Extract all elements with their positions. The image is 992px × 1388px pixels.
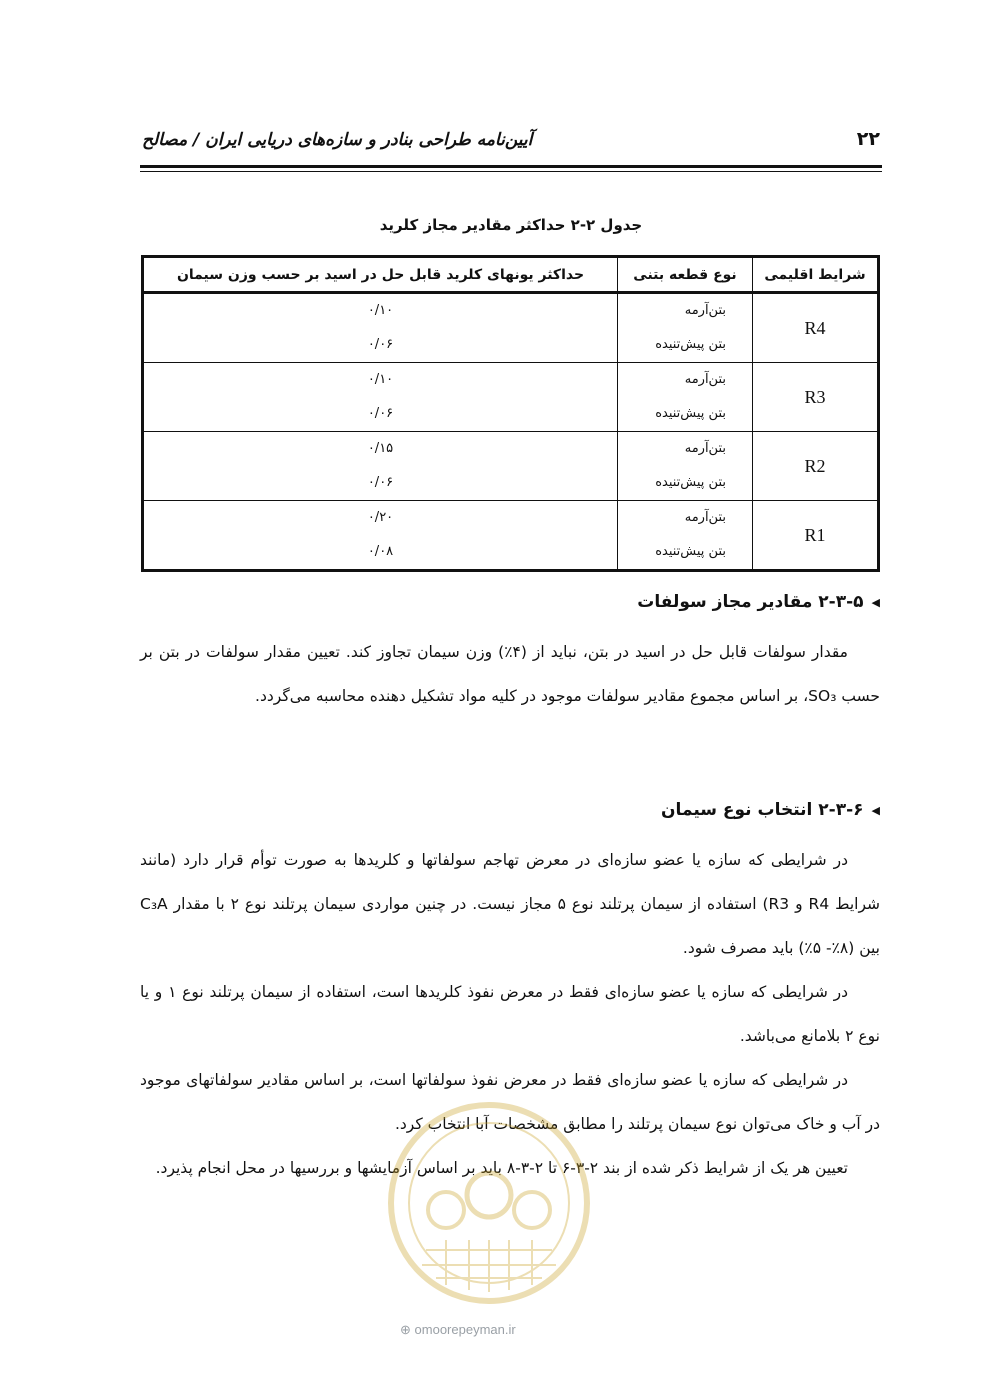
- value-prestressed: ۰/۰۶: [367, 406, 394, 421]
- value-cell: [143, 501, 618, 571]
- bullet-triangle-icon: ◀: [871, 595, 880, 609]
- type-prestressed: بتن پیش‌تنیده: [655, 475, 726, 490]
- value-reinforced: ۰/۱۵: [367, 441, 394, 456]
- type-cell: [618, 293, 753, 363]
- climate-cell: R2: [753, 432, 879, 501]
- paragraph: تعیین هر یک از شرایط ذکر شده از بند ۲-۳-۶ تا ۲-۳-۸ باید بر اساس آزمایشها و بررسیها در محل انجام پذیرد.: [155, 1159, 848, 1177]
- climate-cell: R4: [753, 293, 879, 363]
- value-prestressed: ۰/۰۶: [367, 337, 394, 352]
- watermark-url: ⊕ omoorepeyman.ir: [400, 1322, 516, 1337]
- climate-cell: R3: [753, 363, 879, 432]
- bullet-triangle-icon: ◀: [871, 803, 880, 817]
- type-prestressed: بتن پیش‌تنیده: [655, 544, 726, 559]
- header-concrete-type: نوع قطعه بتنی: [618, 257, 753, 293]
- table-row: [143, 293, 879, 363]
- value-reinforced: ۰/۲۰: [367, 510, 394, 525]
- value-prestressed: ۰/۰۸: [367, 544, 394, 559]
- table-row: [143, 432, 879, 501]
- paragraph: در شرایطی که سازه یا عضو سازه‌ای در معرض تهاجم سولفاتها و کلریدها به صورت توأم قرار دارد (مانند شرایط R4 و R3) استفاده از سیمان پرتلند نوع ۵ مجاز نیست. در چنین مواردی سیمان پرتلند نوع ۲ با مقدار C₃A بین (۸٪- ۵٪) باید مصرف شود.: [140, 851, 881, 957]
- type-cell: [618, 363, 753, 432]
- section-title: ۲-۳-۶ انتخاب نوع سیمان: [661, 800, 864, 820]
- type-reinforced: بتن‌آرمه: [684, 372, 726, 387]
- type-prestressed: بتن پیش‌تنیده: [655, 406, 726, 421]
- chloride-limits-table: [141, 255, 880, 572]
- header-rule-thin: [140, 171, 882, 172]
- value-reinforced: ۰/۱۰: [367, 303, 394, 318]
- watermark-logo: [386, 1100, 592, 1306]
- value-cell: [143, 432, 618, 501]
- page-header: [142, 128, 880, 160]
- page-number: ۲۲: [856, 128, 880, 150]
- type-cell: [618, 432, 753, 501]
- paragraph: در شرایطی که سازه یا عضو سازه‌ای فقط در معرض نفوذ کلریدها است، استفاده از سیمان پرتلند نوع ۱ و یا نوع ۲ بلامانع می‌باشد.: [140, 983, 880, 1045]
- running-title: آیین‌نامه طراحی بنادر و سازه‌های دریایی ایران / مصالح: [142, 130, 533, 150]
- table-caption: جدول ۲-۲ حداکثر مقادیر مجاز کلرید: [379, 216, 643, 234]
- value-reinforced: ۰/۱۰: [367, 372, 394, 387]
- type-reinforced: بتن‌آرمه: [684, 441, 726, 456]
- table-header-row: [143, 257, 879, 293]
- paragraph: در شرایطی که سازه یا عضو سازه‌ای فقط در معرض نفوذ سولفاتها است، بر اساس مقادیر سولفاتهای موجود در آب و خاک می‌توان نوع سیمان پرتلند را مطابق مشخصات آبا انتخاب کرد.: [140, 1071, 880, 1133]
- type-prestressed: بتن پیش‌تنیده: [655, 337, 726, 352]
- section-title: ۲-۳-۵ مقادیر مجاز سولفات: [637, 592, 864, 612]
- section-sulfate: [140, 592, 880, 718]
- globe-icon: ⊕: [400, 1322, 411, 1337]
- header-climate: شرایط اقلیمی: [753, 257, 879, 293]
- type-reinforced: بتن‌آرمه: [684, 510, 726, 525]
- header-max-chloride: حداکثر یونهای کلرید قابل حل در اسید بر حسب وزن سیمان: [143, 257, 618, 293]
- value-prestressed: ۰/۰۶: [367, 475, 394, 490]
- table-row: [143, 501, 879, 571]
- value-cell: [143, 293, 618, 363]
- type-reinforced: بتن‌آرمه: [684, 303, 726, 318]
- value-cell: [143, 363, 618, 432]
- header-rule-thick: [140, 165, 882, 168]
- paragraph: مقدار سولفات قابل حل در اسید در بتن، نباید از (۴٪) وزن سیمان تجاوز کند. تعیین مقدار سولفات در بتن بر حسب SO₃، بر اساس مجموع مقادیر سولفات موجود در کلیه مواد تشکیل دهنده محاسبه می‌گردد.: [140, 643, 880, 705]
- section-heading: [140, 800, 880, 820]
- type-cell: [618, 501, 753, 571]
- climate-cell: R1: [753, 501, 879, 571]
- section-heading: [140, 592, 880, 612]
- table-row: [143, 363, 879, 432]
